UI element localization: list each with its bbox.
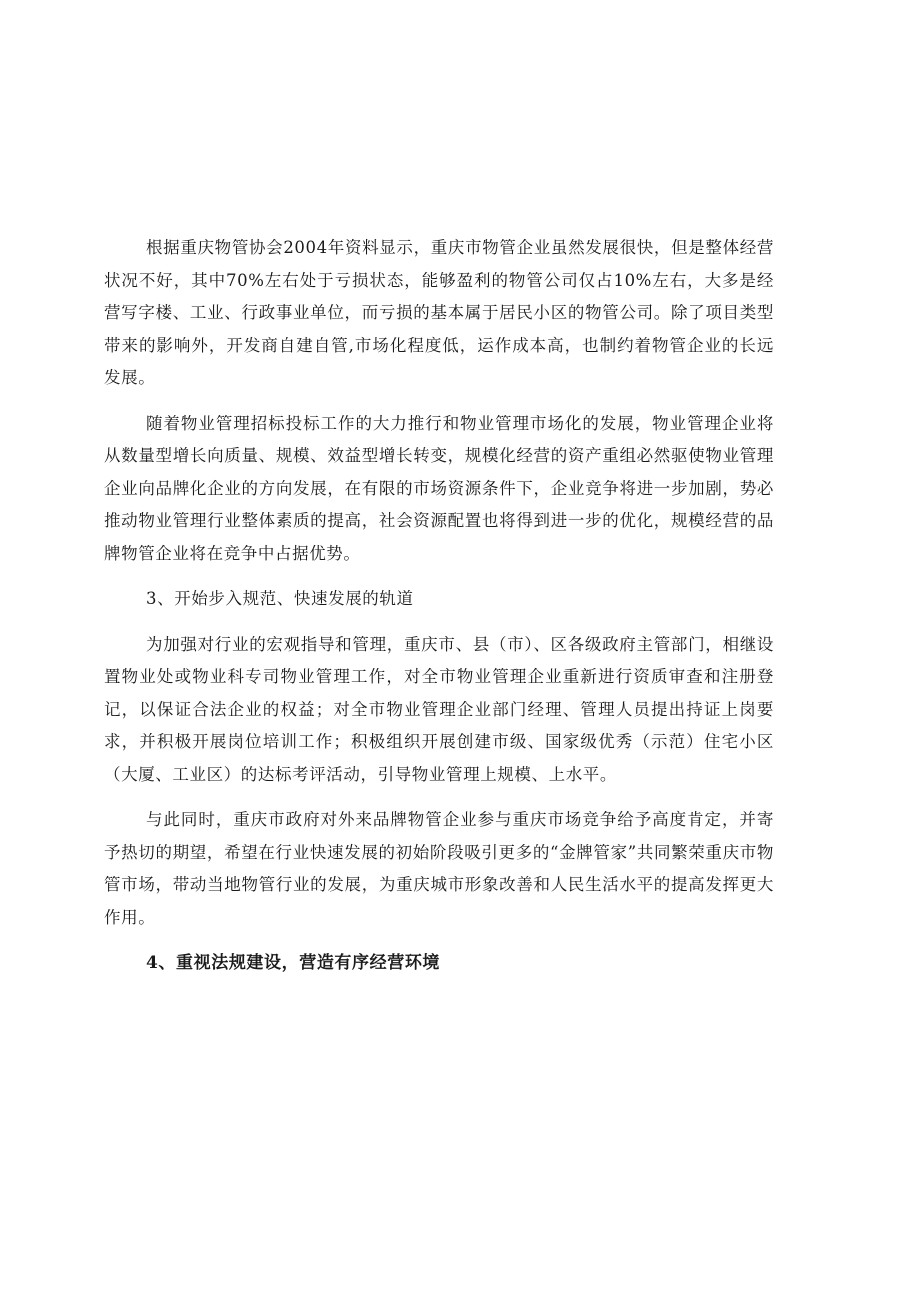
paragraph-government-guidance: 为加强对行业的宏观指导和管理，重庆市、县（市）、区各级政府主管部门，相继设置物业处或物业科专司物业管理工作，对全市物业管理企业重新进行资质审查和注册登记，以保证合法企业的权益；对全市物业管理企业部门经理、管理人员提出持证上岗要求，并积极开展岗位培训工作；积极组织开展创建市级、国家级优秀（示范）住宅小区（大厦、工业区）的达标考评活动，引导物业管理上规模、上水平。 bbox=[104, 634, 774, 784]
section-heading-3: 3、开始步入规范、快速发展的轨道 bbox=[146, 589, 414, 608]
document-body bbox=[104, 232, 774, 993]
paragraph-profitability: 根据重庆物管协会2004年资料显示，重庆市物管企业虽然发展很快，但是整体经营状况不好，其中70%左右处于亏损状态，能够盈利的物管公司仅占10%左右，大多是经营写字楼、工业、行政事业单位，而亏损的基本属于居民小区的物管公司。除了项目类型带来的影响外，开发商自建自管,市场化程度低，运作成本高，也制约着物管企业的长远发展。 bbox=[104, 238, 774, 387]
paragraph-market-trend: 随着物业管理招标投标工作的大力推行和物业管理市场化的发展，物业管理企业将从数量型增长向质量、规模、效益型增长转变，规模化经营的资产重组必然驱使物业管理企业向品牌化企业的方向发展，在有限的市场资源条件下，企业竞争将进一步加剧，势必推动物业管理行业整体素质的提高，社会资源配置也将得到进一步的优化，规模经营的品牌物管企业将在竞争中占据优势。 bbox=[104, 413, 774, 563]
paragraph-brand-enterprises: 与此同时，重庆市政府对外来品牌物管企业参与重庆市场竞争给予高度肯定，并寄予热切的期望，希望在行业快速发展的初始阶段吸引更多的“金牌管家”共同繁荣重庆市物管市场，带动当地物管行业的发展，为重庆城市形象改善和人民生活水平的提高发挥更大作用。 bbox=[104, 810, 774, 927]
section-heading-4: 4、重视法规建设，营造有序经营环境 bbox=[146, 953, 441, 973]
